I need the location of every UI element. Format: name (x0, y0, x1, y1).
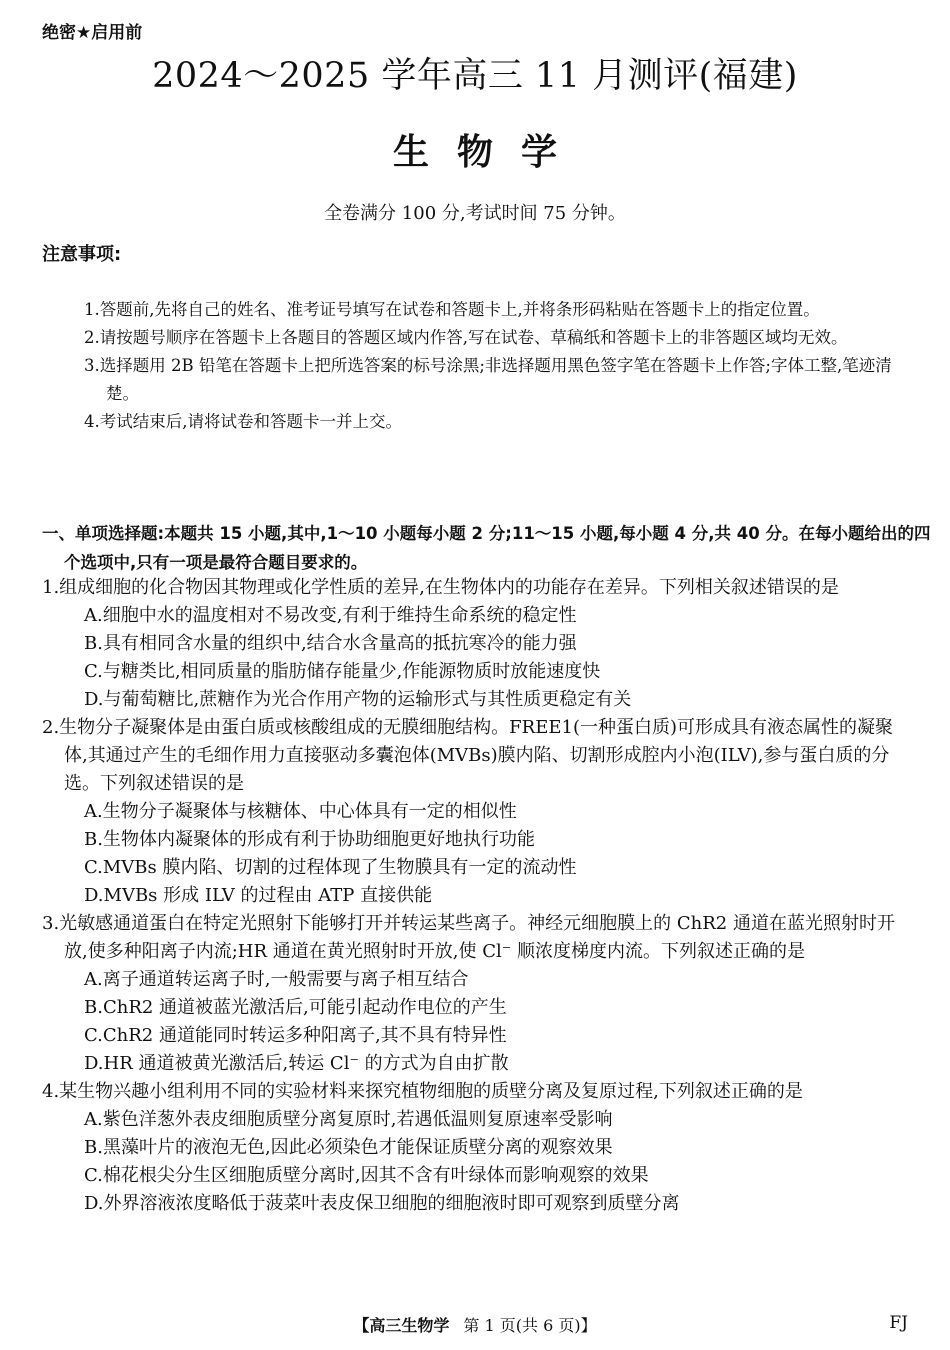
secret-label: 绝密★启用前 (42, 23, 143, 43)
option-b: B.具有相同含水量的组织中,结合水含量高的抵抗寒冷的能力强 (84, 633, 577, 654)
exam-title: 2024～2025 学年高三 11 月测评(福建) (152, 56, 798, 96)
question-stem: 2.生物分子凝聚体是由蛋白质或核酸组成的无膜细胞结构。FREE1(一种蛋白质)可形成具有液态属性的凝聚体,其通过产生的毛细作用力直接驱动多囊泡体(MVBs)膜内陷、切割形成腔内小泡(ILV),参与蛋白质的分选。下列叙述错误的是 (42, 717, 893, 794)
question-2 (42, 714, 912, 910)
question-stem: 3.光敏感通道蛋白在特定光照射下能够打开并转运某些离子。神经元细胞膜上的 ChR2 通道在蓝光照射时开放,使多种阳离子内流;HR 通道在黄光照射时开放,使 Cl⁻ 顺浓度梯度内流。下列叙述正确的是 (42, 913, 895, 962)
question-stem: 4.某生物兴趣小组利用不同的实验材料来探究植物细胞的质壁分离及复原过程,下列叙述正确的是 (42, 1081, 803, 1102)
option-c: C.棉花根尖分生区细胞质壁分离时,因其不含有叶绿体而影响观察的效果 (84, 1165, 649, 1186)
notice-item: 3.选择题用 2B 铅笔在答题卡上把所选答案的标号涂黑;非选择题用黑色签字笔在答题卡上作答;字体工整,笔迹清楚。 (84, 356, 892, 403)
option-d: D.外界溶液浓度略低于菠菜叶表皮保卫细胞的细胞液时即可观察到质壁分离 (84, 1193, 680, 1214)
question-4 (42, 1078, 912, 1218)
section-heading: 一、单项选择题:本题共 15 小题,其中,1～10 小题每小题 2 分;11～15 小题,每小题 4 分,共 40 分。在每小题给出的四个选项中,只有一项是最符合题目要求的。 (42, 524, 931, 572)
question-stem: 1.组成细胞的化合物因其物理或化学性质的差异,在生物体内的功能存在差异。下列相关叙述错误的是 (42, 577, 839, 598)
option-d: D.与葡萄糖比,蔗糖作为光合作用产物的运输形式与其性质更稳定有关 (84, 689, 632, 710)
option-a: A.离子通道转运离子时,一般需要与离子相互结合 (84, 969, 469, 990)
option-b: B.ChR2 通道被蓝光激活后,可能引起动作电位的产生 (84, 997, 507, 1018)
subject-title: 生物学 (392, 132, 585, 173)
option-a: A.紫色洋葱外表皮细胞质壁分离复原时,若遇低温则复原速率受影响 (84, 1109, 613, 1130)
option-b: B.黑藻叶片的液泡无色,因此必须染色才能保证质壁分离的观察效果 (84, 1137, 613, 1158)
notice-item: 1.答题前,先将自己的姓名、准考证号填写在试卷和答题卡上,并将条形码粘贴在答题卡上的指定位置。 (84, 300, 820, 319)
notice-list (84, 296, 912, 436)
question-list (42, 574, 912, 1218)
question-3 (42, 910, 912, 1078)
option-d: D.HR 通道被黄光激活后,转运 Cl⁻ 的方式为自由扩散 (84, 1053, 509, 1074)
notice-item: 2.请按题号顺序在答题卡上各题目的答题区域内作答,写在试卷、草稿纸和答题卡上的非答题区域均无效。 (84, 328, 848, 347)
exam-meta: 全卷满分 100 分,考试时间 75 分钟。 (324, 203, 626, 224)
notice-item: 4.考试结束后,请将试卷和答题卡一并上交。 (84, 412, 402, 431)
option-b: B.生物体内凝聚体的形成有利于协助细胞更好地执行功能 (84, 829, 535, 850)
region-code: FJ (889, 1313, 908, 1333)
notice-heading: 注意事项: (42, 244, 122, 265)
question-1 (42, 574, 912, 714)
option-c: C.与糖类比,相同质量的脂肪储存能量少,作能源物质时放能速度快 (84, 661, 601, 682)
option-c: C.ChR2 通道能同时转运多种阳离子,其不具有特异性 (84, 1025, 507, 1046)
option-a: A.生物分子凝聚体与核糖体、中心体具有一定的相似性 (84, 801, 517, 822)
page-footer (0, 1313, 950, 1336)
option-c: C.MVBs 膜内陷、切割的过程体现了生物膜具有一定的流动性 (84, 857, 577, 878)
option-d: D.MVBs 形成 ILV 的过程由 ATP 直接供能 (84, 885, 433, 906)
footer-label: 【高三生物学 (353, 1316, 450, 1335)
option-a: A.细胞中水的温度相对不易改变,有利于维持生命系统的稳定性 (84, 605, 577, 626)
page-number: 第 1 页(共 6 页)】 (463, 1316, 597, 1335)
